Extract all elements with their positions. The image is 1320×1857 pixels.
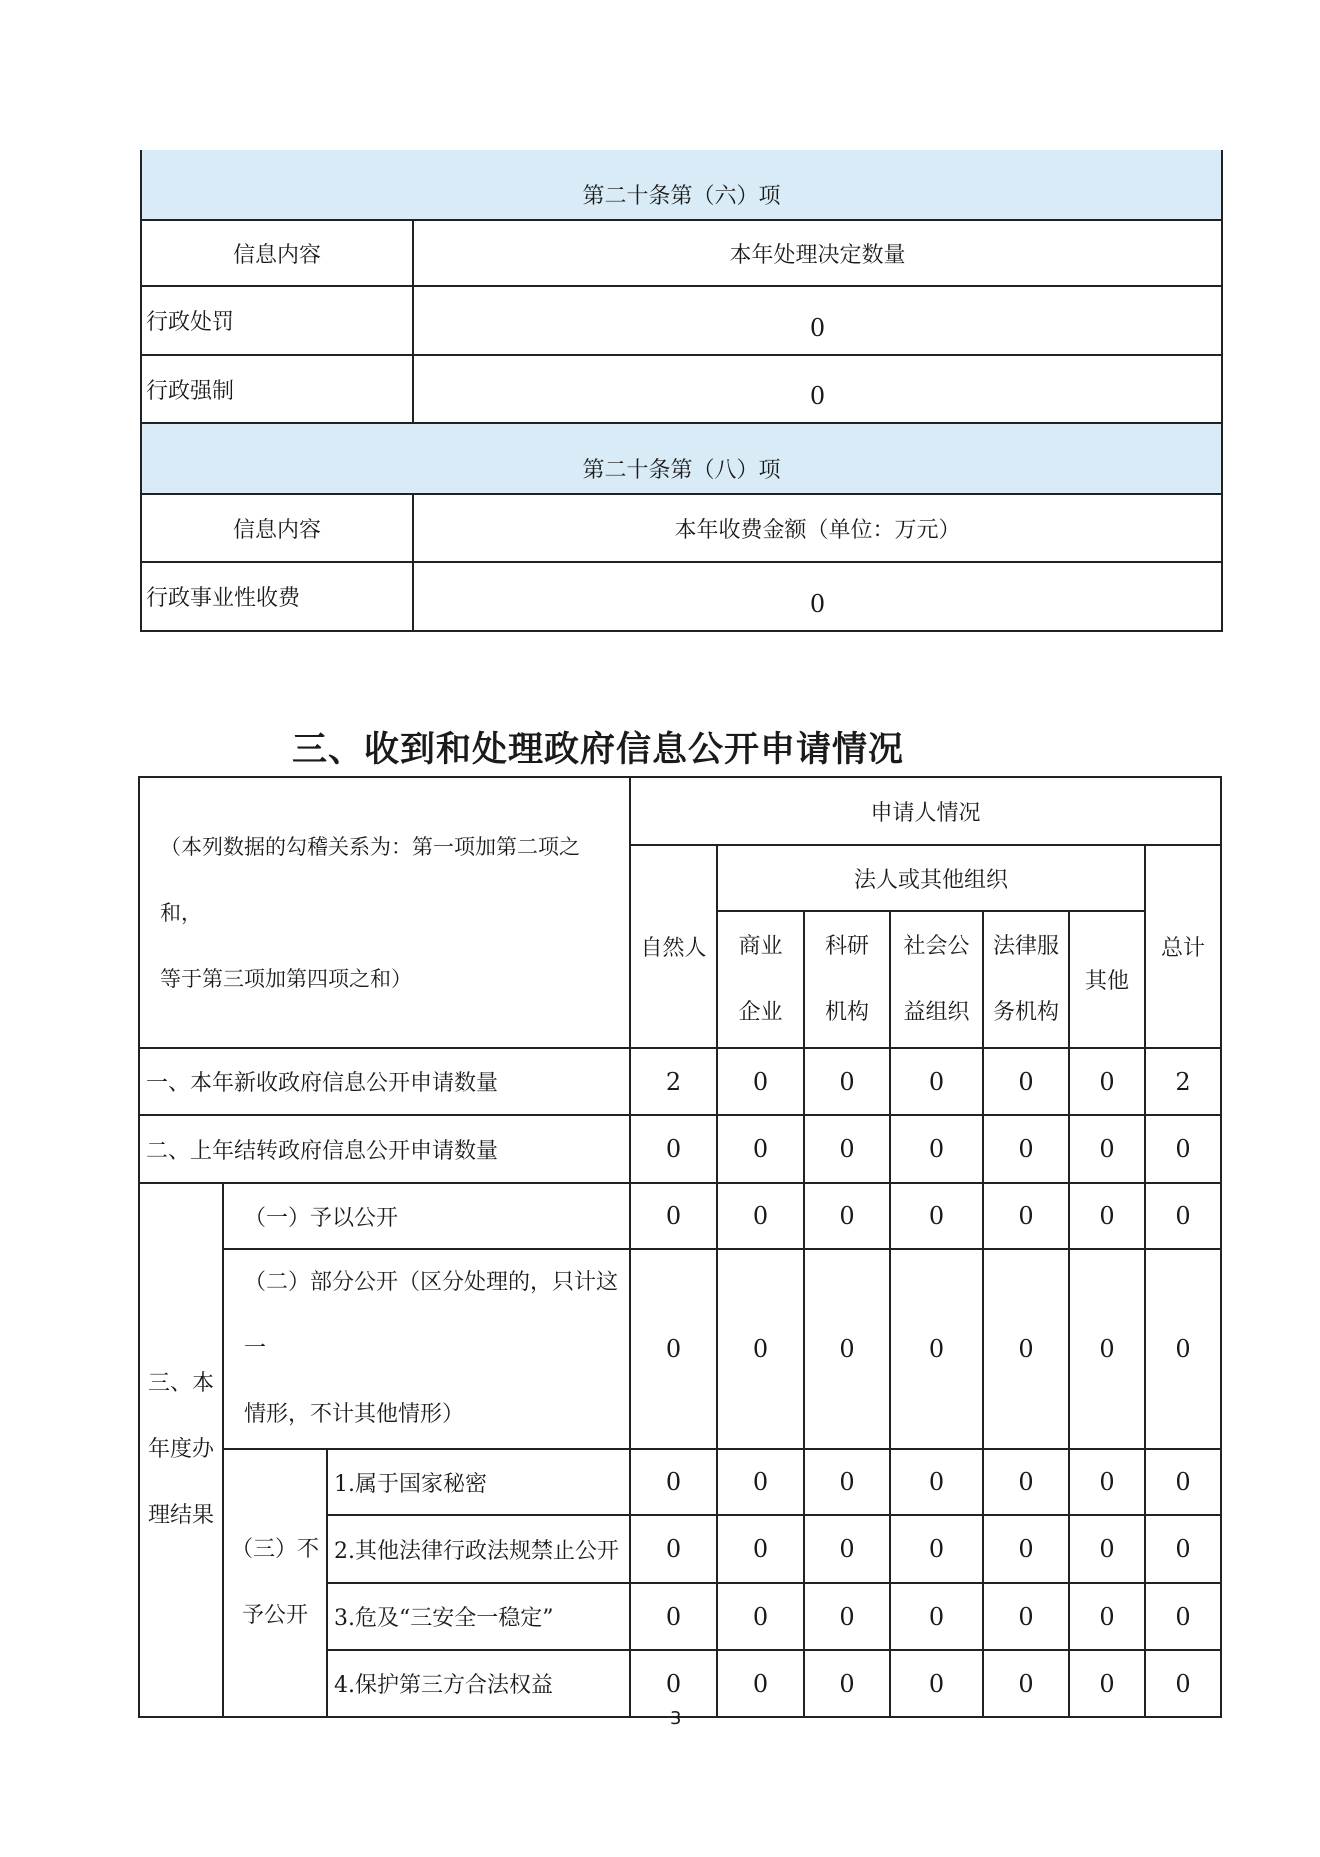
cell-value: 0 — [890, 1115, 983, 1183]
cell-value: 0 — [983, 1650, 1069, 1717]
row-label: 二、上年结转政府信息公开申请数量 — [139, 1115, 630, 1183]
header-row — [141, 220, 1222, 286]
label-line: 年度办 — [147, 1437, 214, 1462]
row-label: 一、本年新收政府信息公开申请数量 — [139, 1048, 630, 1115]
total-header: 总计 — [1145, 845, 1221, 1048]
cell-value: 0 — [983, 1183, 1069, 1249]
cell-value: 0 — [804, 1449, 890, 1515]
cell-value: 0 — [804, 1115, 890, 1183]
table-row — [141, 355, 1222, 423]
decision-count-header: 本年处理决定数量 — [413, 220, 1222, 286]
row-label: 4.保护第三方合法权益 — [327, 1650, 630, 1717]
label-line: 务机构 — [993, 999, 1060, 1025]
cell-value: 0 — [1145, 1583, 1221, 1650]
cell-value: 0 — [630, 1115, 717, 1183]
cell-value: 0 — [983, 1048, 1069, 1115]
label-line: 理结果 — [147, 1503, 214, 1528]
social-org-header — [890, 911, 983, 1048]
cell-value: 0 — [1069, 1249, 1145, 1449]
label-line: （二）部分公开（区分处理的，只计这一 — [244, 1270, 619, 1361]
law-service-header — [983, 911, 1069, 1048]
cell-value: 0 — [717, 1183, 804, 1249]
label-line: 科研 — [825, 933, 870, 959]
table-row — [139, 1249, 1221, 1449]
cell-value: 0 — [1069, 1515, 1145, 1583]
cell-value: 0 — [1069, 1449, 1145, 1515]
cell-value: 0 — [890, 1048, 983, 1115]
cell-value: 0 — [890, 1449, 983, 1515]
row-value: 0 — [413, 562, 1222, 631]
fee-amount-header: 本年收费金额（单位：万元） — [413, 494, 1222, 562]
cell-value: 2 — [1145, 1048, 1221, 1115]
info-content-header: 信息内容 — [141, 220, 413, 286]
label-line: （三）不 — [230, 1537, 319, 1562]
cell-value: 0 — [630, 1515, 717, 1583]
cell-value: 0 — [630, 1650, 717, 1717]
section-heading: 三、收到和处理政府信息公开申请情况 — [292, 730, 905, 770]
cell-value: 0 — [717, 1650, 804, 1717]
legal-entity-header: 法人或其他组织 — [717, 845, 1145, 911]
cell-value: 0 — [804, 1650, 890, 1717]
label-line: 益组织 — [903, 999, 970, 1025]
header-row — [141, 494, 1222, 562]
cell-value: 0 — [804, 1583, 890, 1650]
cell-value: 0 — [630, 1183, 717, 1249]
cell-value: 0 — [630, 1249, 717, 1449]
cell-value: 0 — [1145, 1515, 1221, 1583]
cell-value: 0 — [890, 1650, 983, 1717]
label-line: 社会公 — [903, 933, 970, 959]
row-value: 0 — [413, 286, 1222, 355]
cell-value: 0 — [804, 1183, 890, 1249]
disclosure-table-continued — [140, 150, 1223, 632]
cell-value: 0 — [983, 1583, 1069, 1650]
cell-value: 0 — [1145, 1115, 1221, 1183]
natural-person-header: 自然人 — [630, 845, 717, 1048]
table-row — [141, 562, 1222, 631]
cell-value: 0 — [717, 1583, 804, 1650]
table-row — [139, 1183, 1221, 1249]
cell-value: 0 — [630, 1583, 717, 1650]
cell-value: 0 — [983, 1449, 1069, 1515]
note-line-1: （本列数据的勾稽关系为：第一项加第二项之和， — [160, 834, 580, 925]
row-label: 1.属于国家秘密 — [327, 1449, 630, 1515]
cell-value: 0 — [890, 1183, 983, 1249]
table-row — [139, 1115, 1221, 1183]
cell-value: 0 — [1145, 1183, 1221, 1249]
note-cell — [139, 777, 630, 1048]
other-header: 其他 — [1069, 911, 1145, 1048]
label-line: 三、本 — [147, 1371, 214, 1396]
business-header — [717, 911, 804, 1048]
cell-value: 0 — [1145, 1249, 1221, 1449]
cell-value: 0 — [983, 1115, 1069, 1183]
row-label: （一）予以公开 — [223, 1183, 630, 1249]
not-disclosed-label — [223, 1449, 327, 1717]
cell-value: 0 — [804, 1249, 890, 1449]
row-label: 3.危及“三安全一稳定” — [327, 1583, 630, 1650]
result-group-label — [139, 1183, 223, 1717]
row-label: 2.其他法律行政法规禁止公开 — [327, 1515, 630, 1583]
cell-value: 0 — [1069, 1650, 1145, 1717]
cell-value: 0 — [717, 1115, 804, 1183]
research-header — [804, 911, 890, 1048]
cell-value: 2 — [630, 1048, 717, 1115]
table-row — [139, 1048, 1221, 1115]
info-content-header: 信息内容 — [141, 494, 413, 562]
section-band-8: 第二十条第（八）项 — [141, 423, 1222, 494]
cell-value: 0 — [983, 1249, 1069, 1449]
cell-value: 0 — [890, 1583, 983, 1650]
label-line: 情形，不计其他情形） — [244, 1402, 465, 1427]
label-line: 企业 — [738, 999, 783, 1025]
section-band-6: 第二十条第（六）项 — [141, 150, 1222, 220]
cell-value: 0 — [717, 1449, 804, 1515]
page-number: 3 — [670, 1708, 682, 1729]
cell-value: 0 — [1069, 1048, 1145, 1115]
applications-table — [138, 776, 1222, 1718]
cell-value: 0 — [630, 1449, 717, 1515]
label-line: 机构 — [825, 999, 870, 1025]
applicant-header: 申请人情况 — [630, 777, 1221, 845]
row-label: 行政处罚 — [141, 286, 413, 355]
table-row — [139, 1449, 1221, 1515]
label-line: 法律服 — [993, 933, 1060, 959]
cell-value: 0 — [717, 1249, 804, 1449]
cell-value: 0 — [1069, 1183, 1145, 1249]
cell-value: 0 — [890, 1249, 983, 1449]
cell-value: 0 — [717, 1515, 804, 1583]
table-row — [141, 286, 1222, 355]
cell-value: 0 — [804, 1048, 890, 1115]
cell-value: 0 — [1145, 1449, 1221, 1515]
label-line: 商业 — [738, 933, 783, 959]
cell-value: 0 — [804, 1515, 890, 1583]
cell-value: 0 — [1069, 1115, 1145, 1183]
cell-value: 0 — [1069, 1583, 1145, 1650]
row-label: 行政事业性收费 — [141, 562, 413, 631]
row-label — [223, 1249, 630, 1449]
cell-value: 0 — [890, 1515, 983, 1583]
cell-value: 0 — [983, 1515, 1069, 1583]
row-label: 行政强制 — [141, 355, 413, 423]
cell-value: 0 — [717, 1048, 804, 1115]
note-line-2: 等于第三项加第四项之和） — [160, 966, 412, 991]
cell-value: 0 — [1145, 1650, 1221, 1717]
label-line: 予公开 — [241, 1603, 308, 1628]
row-value: 0 — [413, 355, 1222, 423]
